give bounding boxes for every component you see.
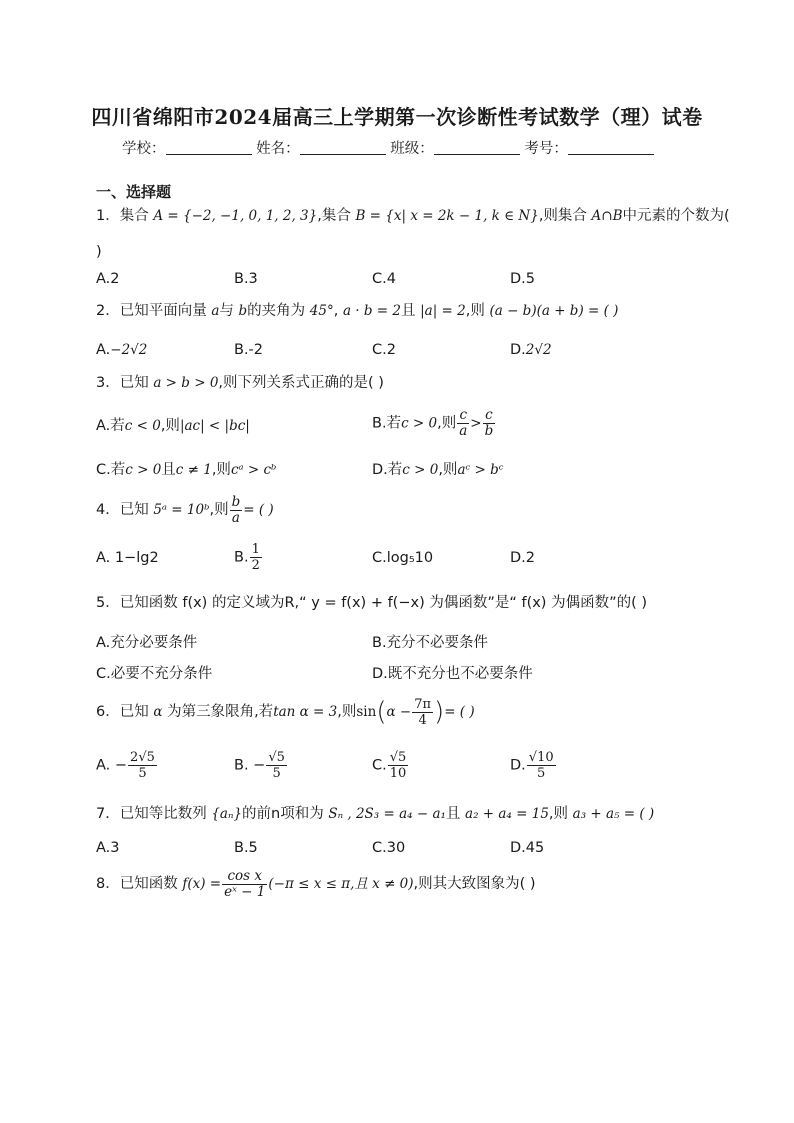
option-c[interactable]: C.log₅10 [372,550,434,566]
math-expr: (a − b)(a + b) = ( ) [489,303,619,319]
option-d[interactable]: D.5 [510,271,535,287]
math-expr: B = {x| x = 2k − 1, k ∈ N} [355,208,539,224]
numerator: 2√5 [130,750,155,765]
fraction [250,542,262,573]
option-b[interactable]: B.充分不必要条件 [372,635,489,651]
section-heading: 一、选择题 [96,183,172,201]
denominator: 5 [272,766,281,781]
question-text: 且 [401,303,416,319]
fraction [388,750,409,781]
option-c[interactable]: C.4 [372,271,396,287]
denominator: eˣ − 1 [224,883,266,900]
class-blank[interactable] [434,140,520,155]
math-expr: > [470,415,482,432]
question-text: ,则 [465,303,485,319]
paren: ) [434,697,445,727]
math-expr: a [211,303,220,319]
question-text: 已知 [119,704,149,720]
question-number: 1． [96,208,120,224]
question-text: ,则集合 [538,208,587,224]
name-blank[interactable] [300,140,386,155]
option-d[interactable] [372,458,504,479]
math-expr: A∩B [591,208,623,224]
math-expr: tan α = 3 [273,704,338,720]
question-text: ,则 [209,502,229,518]
question-text: 中元素的个数为( [622,208,730,224]
math-expr: Sₙ , 2S₃ = a₄ − a₁ [328,806,446,822]
denominator: 4 [418,712,427,728]
math-expr: c < 0 [124,418,161,434]
option-c[interactable] [372,750,409,781]
denominator: b [484,423,494,439]
question-text: 已知等比数列 [119,806,207,822]
number-label: 考号： [524,141,568,157]
question-number: 4． [96,502,120,518]
numerator: 1 [251,542,260,557]
math-expr: |ac| < |bc| [179,418,250,434]
class-label: 班级： [390,141,434,157]
math-expr: c ≠ 1 [175,462,212,478]
option-c[interactable]: C.30 [372,840,406,856]
denominator: 5 [138,766,147,781]
option-text: ,则 [160,418,180,434]
option-b[interactable]: B.3 [234,271,258,287]
fraction [457,408,469,439]
question-1-wrap: ) [96,244,102,260]
math-expr: = ( ) [444,704,475,720]
school-label: 学校： [122,141,166,157]
option-b[interactable] [372,408,496,439]
fraction [483,408,496,439]
numerator: c [457,408,469,424]
option-text: ,则 [438,462,458,478]
fraction [230,495,243,526]
question-text: ,则下列关系式正确的是( ) [218,375,384,391]
numerator: cos x [222,869,267,885]
math-expr: a > b > 0 [153,375,219,391]
option-a[interactable]: A.2 [96,271,120,287]
school-blank[interactable] [166,140,252,155]
option-label: A.若 [96,418,125,434]
option-a[interactable] [96,414,250,435]
question-2 [96,302,618,320]
math-expr: −2√2 [110,342,148,358]
question-text: 已知 [119,375,149,391]
option-label: C.若 [96,462,126,478]
name-label: 姓名： [256,141,300,157]
exam-title: 四川省绵阳市2024届高三上学期第一次诊断性考试数学（理）试卷 [91,105,703,129]
math-expr: α − [386,704,412,720]
math-expr: sin [356,704,377,720]
question-text: ,则 [548,806,569,822]
question-8 [96,866,536,902]
option-label: B. [234,549,249,566]
option-d[interactable] [510,750,557,781]
fraction [412,697,433,728]
option-b[interactable]: B.5 [234,840,258,856]
option-b[interactable] [234,542,263,573]
question-text: , [333,303,339,319]
denominator: 5 [537,766,546,781]
option-label: B. − [234,757,266,774]
question-text: 已知函数 [119,876,178,892]
question-number: 5． [96,595,120,611]
option-b[interactable] [234,750,288,781]
question-number: 8． [96,876,120,892]
option-label: B.若 [372,415,402,432]
denominator: 10 [389,766,407,781]
option-a[interactable]: A. 1−lg2 [96,550,159,566]
option-text: 且 [161,462,176,478]
question-text: 与 [219,303,234,319]
question-text: 的前n项和为 [242,806,324,822]
option-d[interactable]: D.45 [510,840,545,856]
question-text: 且 [445,806,461,822]
fraction [222,869,267,900]
math-expr: {aₙ} [211,806,243,822]
option-a[interactable]: A.3 [96,840,120,856]
question-text: 已知平面向量 [119,303,207,319]
math-expr: 45° [309,303,334,319]
question-3 [96,374,384,392]
denominator: a [231,509,240,526]
math-expr: a₃ + a₅ = ( ) [572,806,655,822]
fraction [527,750,556,781]
math-expr: aᶜ > bᶜ [457,462,504,478]
question-text: 已知函数 f(x) 的定义域为R,“ y = f(x) + f(−x) 为偶函数”是“ f(x) 为偶函数”的( ) [119,595,648,611]
question-number: 6． [96,704,120,720]
option-label: D. [510,757,526,774]
option-c[interactable]: C.必要不充分条件 [96,666,213,682]
math-expr: a · b = 2 [342,303,401,319]
math-expr: α [153,704,163,720]
numerator: b [231,493,241,510]
option-a[interactable] [96,342,147,358]
math-expr: c > 0 [125,462,162,478]
question-text: 为第三象限角,若 [167,704,274,720]
option-d[interactable]: D.2 [510,550,535,566]
question-text: 的夹角为 [247,303,306,319]
denominator: a [459,423,468,439]
numerator: c [483,408,496,424]
question-number: 2． [96,303,120,319]
student-info-row [122,137,654,158]
numerator: √10 [528,750,554,765]
math-expr: c > 0 [401,415,438,432]
math-expr: c > 0 [402,462,439,478]
option-b[interactable]: B.-2 [234,342,264,358]
number-blank[interactable] [568,140,654,155]
fraction [266,750,287,781]
option-a[interactable] [96,750,158,781]
math-expr: = ( ) [243,502,274,518]
question-number: 3． [96,375,120,391]
question-number: 7． [96,806,120,822]
math-expr: f(x) = [182,876,222,892]
math-expr: b [238,303,248,319]
option-label: C. [372,757,387,774]
question-text: ,则其大致图象为( ) [413,876,536,892]
option-text: ,则 [437,415,457,432]
math-expr: (−π ≤ x ≤ π,且 x ≠ 0) [268,876,414,892]
option-text: ,则 [211,462,231,478]
question-5 [96,594,647,612]
question-text: ,集合 [317,208,351,224]
question-6 [96,694,475,730]
question-text: 已知 [119,502,149,518]
option-d[interactable]: D.既不充分也不必要条件 [372,666,533,682]
question-text: 集合 [119,208,149,224]
math-expr: |a| = 2 [420,303,466,319]
question-1 [96,207,730,225]
math-expr: a₂ + a₄ = 15 [465,806,549,822]
question-7 [96,805,654,823]
paren: ( [376,697,387,727]
numerator: √5 [389,750,407,765]
question-text: ,则 [337,704,357,720]
question-4 [96,493,274,527]
numerator: √5 [268,750,285,765]
option-a[interactable]: A.充分必要条件 [96,635,198,651]
math-expr: A = {−2, −1, 0, 1, 2, 3} [153,208,318,224]
option-c[interactable] [96,458,276,479]
option-label: D. [510,342,526,358]
option-label: A. [96,342,111,358]
option-label: A. − [96,757,128,774]
fraction [128,750,157,781]
numerator: 7π [414,696,432,712]
option-label: D.若 [372,462,403,478]
math-expr: 5ᵃ = 10ᵇ [153,502,210,518]
denominator: 2 [251,558,260,573]
option-d[interactable] [510,342,552,358]
option-c[interactable]: C.2 [372,342,396,358]
math-expr: cᵃ > cᵇ [230,462,277,478]
math-expr: 2√2 [525,342,552,358]
